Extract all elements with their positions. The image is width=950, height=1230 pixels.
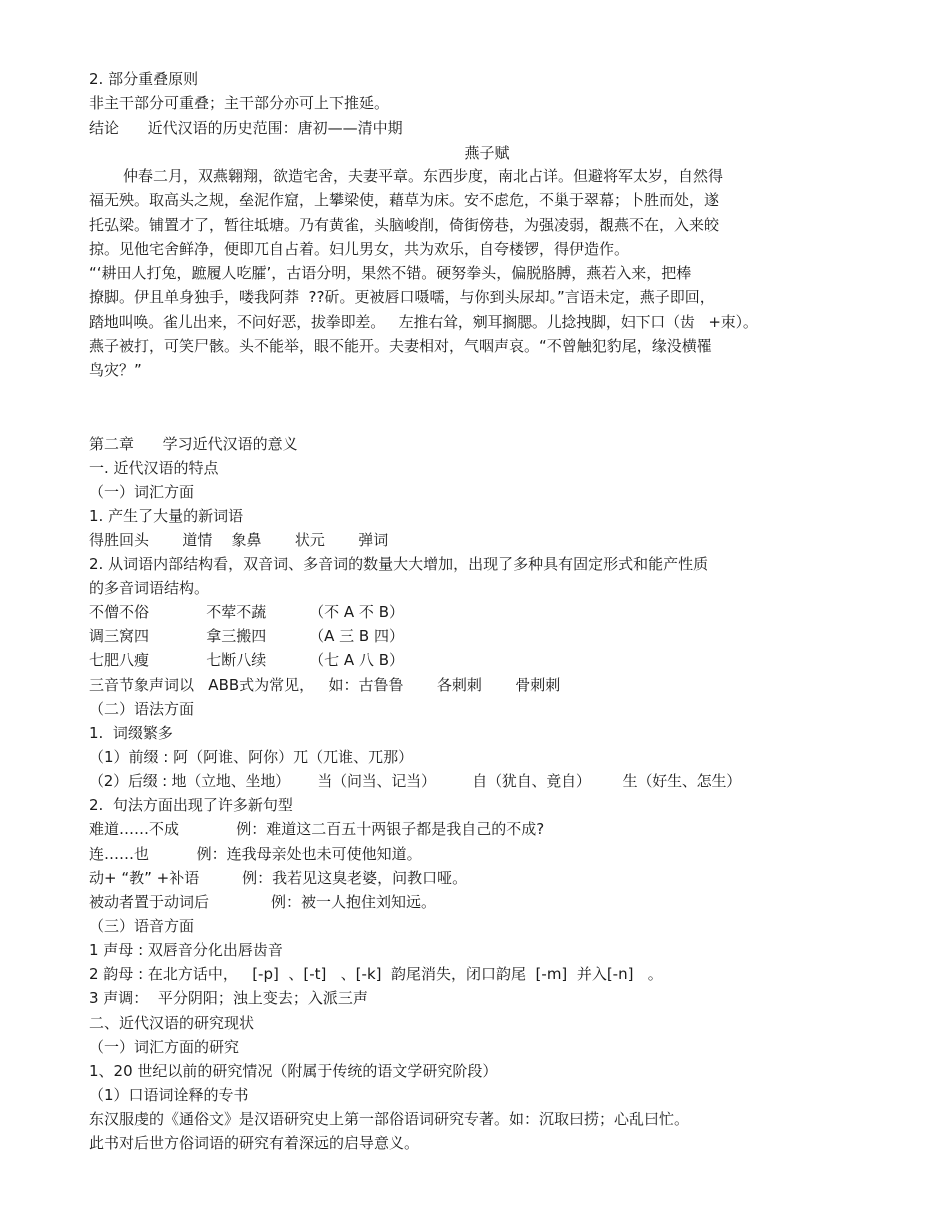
poem-line: 仲春二月，双燕翱翔，欲造宅舍，夫妻平章。东西步度，南北占详。但避将军太岁，自然得	[123, 167, 724, 185]
text-line: 1. 产生了大量的新词语	[89, 507, 244, 525]
text-line: 非主干部分可重叠；主干部分亦可上下推延。	[89, 94, 390, 112]
text-line: 不僧不俗 不荤不蔬 （不 A 不 B）	[89, 603, 404, 621]
section-heading: 二、近代汉语的研究现状	[89, 1014, 255, 1032]
text-line: 1、20 世纪以前的研究情况（附属于传统的语文学研究阶段）	[89, 1062, 498, 1080]
text-line: （1）口语词诠释的专书	[89, 1086, 249, 1104]
text-line: 调三窝四 拿三搬四 （A 三 B 四）	[89, 627, 404, 645]
subsection-heading: （三）语音方面	[89, 917, 195, 935]
poem-line: 撩脚。伊且单身独手，喽我阿莽 ??斫。更被唇口嗫嚅，与你到头尿却。”言语未定，燕子即回，	[89, 288, 715, 306]
subsection-heading: （一）词汇方面	[89, 483, 195, 501]
text-line: 三音节象声词以 ABB式为常见， 如：古鲁鲁 各刺刺 骨刺刺	[89, 676, 561, 694]
text-line: 东汉服虔的《通俗文》是汉语研究史上第一部俗语词研究专著。如：沉取曰捞；心乱曰忙。	[89, 1110, 690, 1128]
chapter-title: 第二章 学习近代汉语的意义	[89, 435, 298, 453]
poem-line: 托弘梁。铺置才了，暂往坻塘。乃有黄雀，头脑峻削，倚街傍巷，为强凌弱，覩燕不在，入来皎	[89, 216, 720, 234]
text-line: 被动者置于动词后 例：被一人抱住刘知远。	[89, 893, 436, 911]
text-line: 1 声母 : 双唇音分化出唇齿音	[89, 941, 283, 959]
text-line: 动+ “教” +补语 例：我若见这臭老婆，问教口哑。	[89, 869, 468, 887]
section-heading: 2. 部分重叠原则	[89, 70, 199, 88]
text-line: 连……也 例：连我母亲处也未可使他知道。	[89, 845, 422, 863]
text-line: 2. 句法方面出现了许多新句型	[89, 796, 293, 814]
text-line: 得胜回头 道情 象鼻 状元 弹词	[89, 531, 389, 549]
text-line: 七肥八瘦 七断八续 （七 A 八 B）	[89, 651, 404, 669]
subsection-heading: （二）语法方面	[89, 700, 195, 718]
poem-line: 踏地叫唤。雀儿出来，不问好恶，拔拳即差。 左推右耸，剜耳搁腮。儿捻拽脚，妇下口（齿 +朿）。	[89, 313, 758, 331]
text-line: 2. 从词语内部结构看，双音词、多音词的数量大大增加，出现了多种具有固定形式和能产性质	[89, 555, 709, 573]
poem-title: 燕子赋	[464, 144, 510, 162]
poem-line: 鸟灾？”	[89, 361, 142, 379]
poem-line: 掠。见他宅舍鲜净，便即兀自占着。妇儿男女，共为欢乐，自夸楼锣，得伊造作。	[89, 240, 630, 258]
text-line: （1）前缀 : 阿（阿谁、阿你）兀（兀谁、兀那）	[89, 748, 414, 766]
section-heading: 一. 近代汉语的特点	[89, 459, 219, 477]
text-line: 难道……不成 例：难道这二百五十两银子都是我自己的不成?	[89, 820, 545, 838]
poem-line: 燕子被打，可笑尸骸。头不能举，眼不能开。夫妻相对，气咽声哀。“不曾触犯豹尾，缘没横罹	[89, 337, 712, 355]
poem-line: “‘耕田人打兔，蹠履人吃臛’，古语分明，果然不错。硬努拳头，偏脱胳膊，燕若入来，把棒	[89, 264, 692, 282]
subsection-heading: （一）词汇方面的研究	[89, 1038, 240, 1056]
text-line: 2 韵母 : 在北方话中， [-p] 、[-t] 、[-k] 韵尾消失，闭口韵尾 [-m] 并入[-n] 。	[89, 965, 663, 983]
text-line: 结论 近代汉语的历史范围：唐初——清中期	[89, 119, 403, 137]
text-line: 此书对后世方俗词语的研究有着深远的启导意义。	[89, 1134, 420, 1152]
text-line: 1. 词缀繁多	[89, 724, 173, 742]
text-line: （2）后缀 : 地（立地、坐地） 当（问当、记当） 自（犹自、竟自） 生（好生、怎生）	[89, 772, 742, 790]
text-line: 3 声调： 平分阴阳；浊上变去；入派三声	[89, 989, 368, 1007]
poem-line: 福无殃。取高头之规，垒泥作窟，上攀梁使，藉草为床。安不虑危，不巢于翠幕；卜胜而处，遂	[89, 191, 720, 209]
text-line: 的多音词语结构。	[89, 579, 210, 597]
